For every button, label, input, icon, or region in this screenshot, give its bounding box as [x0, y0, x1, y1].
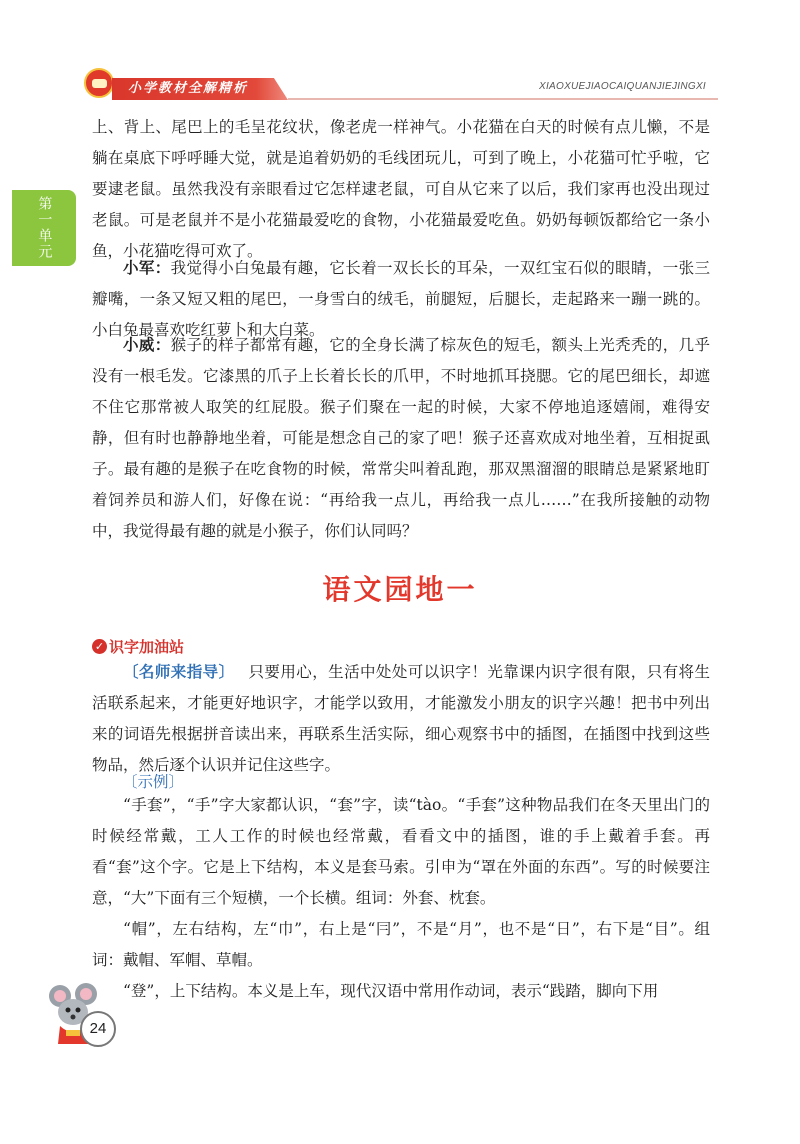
check-icon: ✓ — [92, 639, 107, 654]
book-title: 小学教材全解精析 — [128, 81, 249, 96]
example-paragraph: “手套”，“手”字大家都认识，“套”字，读“tào。“手套”这种物品我们在冬天里出门的时候经常戴，工人工作的时候也经常戴，看看文中的插图，谁的手上戴着手套。再看“套”这个字。它是上下结构，本义是套马索。引申为“罩在外面的东西”。写的时候要注意，“大”下面有三个短横，一个长横。组词：外套、枕套。 — [92, 796, 710, 907]
page-number: 24 — [80, 1011, 116, 1047]
paragraph-text: 猴子的样子都常有趣，它的全身长满了棕灰色的短毛，额头上光秃秃的，几乎没有一根毛发。它漆黑的爪子上长着长长的爪甲，不时地抓耳挠腮。它的尾巴细长，却遮不住它那常被人取笑的红屁股。猴子们聚在一起的时候，大家不停地追逐嬉闹，难得安静，但有时也静静地坐着，可能是想念自己的家了吧！猴子还喜欢成对地坐着，互相捉虱子。最有趣的是猴子在吃食物的时候，常常尖叫着乱跑，那双黑溜溜的眼睛总是紧紧地盯着饲养员和游人们，好像在说：“再给我一点儿，再给我一点儿……”在我所接触的动物中，我觉得最有趣的就是小猴子，你们认同吗？ — [92, 336, 710, 540]
subsection-label: 识字加油站 — [109, 638, 185, 656]
passage-paragraph-1 — [92, 112, 710, 267]
paragraph-text: 我觉得小白兔最有趣，它长着一双长长的耳朵，一双红宝石似的眼睛，一张三瓣嘴，一条又短又粗的尾巴，一身雪白的绒毛，前腿短，后腿长，走起路来一蹦一跳的。小白兔最喜欢吃红萝卜和大白菜。 — [92, 259, 710, 339]
subsection-heading — [92, 636, 184, 657]
guide-label: 〔名师来指导〕 — [123, 663, 235, 681]
unit-tab — [12, 190, 76, 266]
example-label: 〔示例〕 — [122, 773, 185, 791]
passage-paragraph-3 — [92, 330, 710, 547]
speaker-name: 小威： — [123, 336, 171, 354]
paragraph-text: 上、背上、尾巴上的毛呈花纹状，像老虎一样神气。小花猫在白天的时候有点儿懒，不是躺在桌底下呼呼睡大觉，就是追着奶奶的毛线团玩儿，可到了晚上，小花猫可忙乎啦，它要逮老鼠。虽然我没有亲眼看过它怎样逮老鼠，可自从它来了以后，我们家再也没出现过老鼠。可是老鼠并不是小花猫最爱吃的食物，小花猫最爱吃鱼。奶奶每顿饭都给它一条小鱼，小花猫吃得可欢了。 — [92, 118, 710, 260]
guide-text: 只要用心，生活中处处可以识字！光靠课内识字很有限，只有将生活联系起来，才能更好地识字，才能学以致用，才能激发小朋友的识字兴趣！把书中列出来的词语先根据拼音读出来，再联系生活实际，细心观察书中的插图，在插图中找到这些物品，然后逐个认识并记住这些字。 — [92, 663, 710, 774]
page-header — [0, 62, 800, 102]
book-title-pinyin: XIAOXUEJIAOCAIQUANJIEJINGXI — [538, 81, 706, 92]
unit-tab-label: 第一单元 — [36, 196, 53, 260]
example-paragraph: “登”，上下结构。本义是上车，现代汉语中常用作动词，表示“践踏，脚向下用 — [123, 982, 659, 1000]
header-rule — [288, 98, 718, 100]
example-paragraph: “帽”，左右结构，左“巾”，右上是“冃”，不是“月”，也不是“日”，右下是“目”。组词：戴帽、军帽、草帽。 — [92, 920, 710, 969]
book-logo-icon — [84, 68, 114, 98]
section-title: 语文园地一 — [322, 573, 478, 606]
guide-paragraph — [92, 657, 710, 781]
speaker-name: 小军： — [123, 259, 171, 277]
example-paragraphs — [92, 790, 710, 1007]
